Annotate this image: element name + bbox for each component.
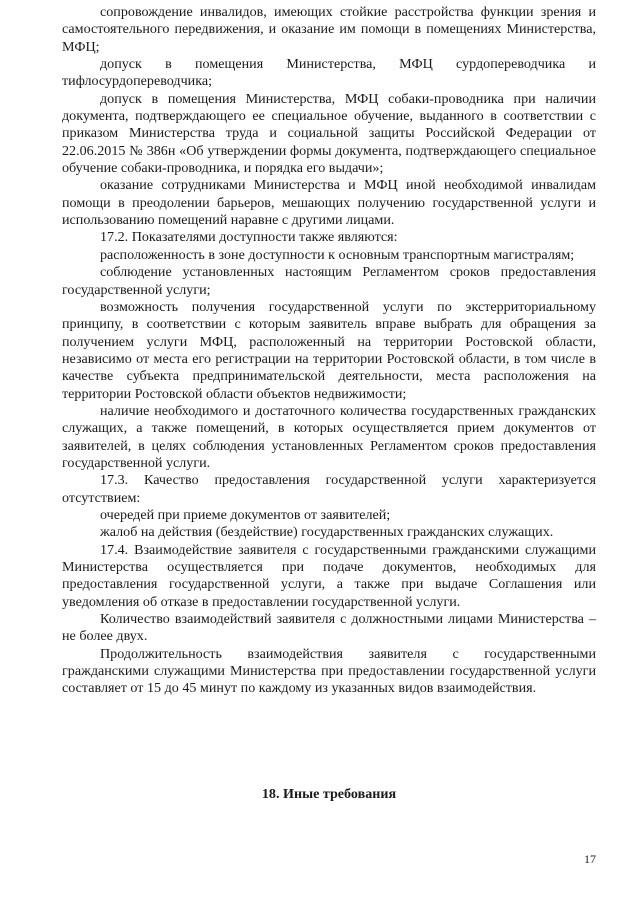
body-text [62, 4, 596, 698]
paragraph-sign-interpreter: допуск в помещения Министерства, МФЦ сурдопереводчика и тифлосурдопереводчика; [62, 56, 596, 90]
paragraph-17-3: 17.3. Качество предоставления государственной услуги характеризуется отсутствием: [62, 472, 596, 506]
paragraph-deadlines: соблюдение установленных настоящим Регламентом сроков предоставления государственной услуги; [62, 264, 596, 298]
paragraph-transport-access: расположенность в зоне доступности к основным транспортным магистралям; [100, 246, 575, 263]
paragraph-no-complaints: жалоб на действия (бездействие) государственных гражданских служащих. [100, 524, 554, 541]
paragraph-interaction-count: Количество взаимодействий заявителя с должностными лицами Министерства – не более двух. [62, 611, 596, 645]
page-number: 17 [584, 852, 596, 866]
paragraph-interaction-duration: Продолжительность взаимодействия заявителя с государственными гражданскими служащими Министерства при предоставлении государственной услуги составляет от 15 до 45 минут по каждому из указанных видов взаимодействия. [62, 645, 596, 697]
paragraph-no-queues: очередей при приеме документов от заявителей; [100, 506, 391, 523]
paragraph-escort-disabled: сопровождение инвалидов, имеющих стойкие расстройства функции зрения и самостоятельного передвижения, и оказание им помощи в помещениях Министерства, МФЦ; [62, 4, 596, 55]
paragraph-17-2: 17.2. Показателями доступности также являются: [100, 229, 398, 246]
paragraph-guide-dog: допуск в помещения Министерства, МФЦ собаки-проводника при наличии документа, подтверждающего ее специальное обучение, выданного в соответствии с приказом Министерства труда и социальной защиты Российской Федерации от 22.06.2015 № 386н «Об утверждении формы документа, подтверждающего специальное обучение собаки-проводника, и порядка его выдачи»; [62, 90, 596, 177]
section-heading: 18. Иные требования [261, 786, 397, 802]
paragraph-staff-count: наличие необходимого и достаточного количества государственных гражданских служащих, а также помещений, в которых осуществляется прием документов от заявителей, в целях соблюдения установленных Регламентом сроков предоставления государственной услуги. [62, 402, 596, 471]
paragraph-17-4: 17.4. Взаимодействие заявителя с государственными гражданскими служащими Министерства осуществляется при подаче документов, необходимых для предоставления государственной услуги, а также при выдаче Соглашения или уведомления об отказе в предоставлении государственной услуги. [62, 541, 596, 610]
paragraph-extraterritorial: возможность получения государственной услуги по экстерриториальному принципу, в соответствии с которым заявитель вправе выбрать для обращения за получением услуги МФЦ, расположенный на территории Ростовской области, независимо от места его регистрации на территории Ростовской области, в том числе в качестве субъекта предпринимательской деятельности, места расположения на территории Ростовской области объектов недвижимости; [62, 298, 596, 402]
paragraph-staff-assistance: оказание сотрудниками Министерства и МФЦ иной необходимой инвалидам помощи в преодолении барьеров, мешающих получению государственной услуги и использованию помещений наравне с другими лицами. [62, 177, 596, 229]
